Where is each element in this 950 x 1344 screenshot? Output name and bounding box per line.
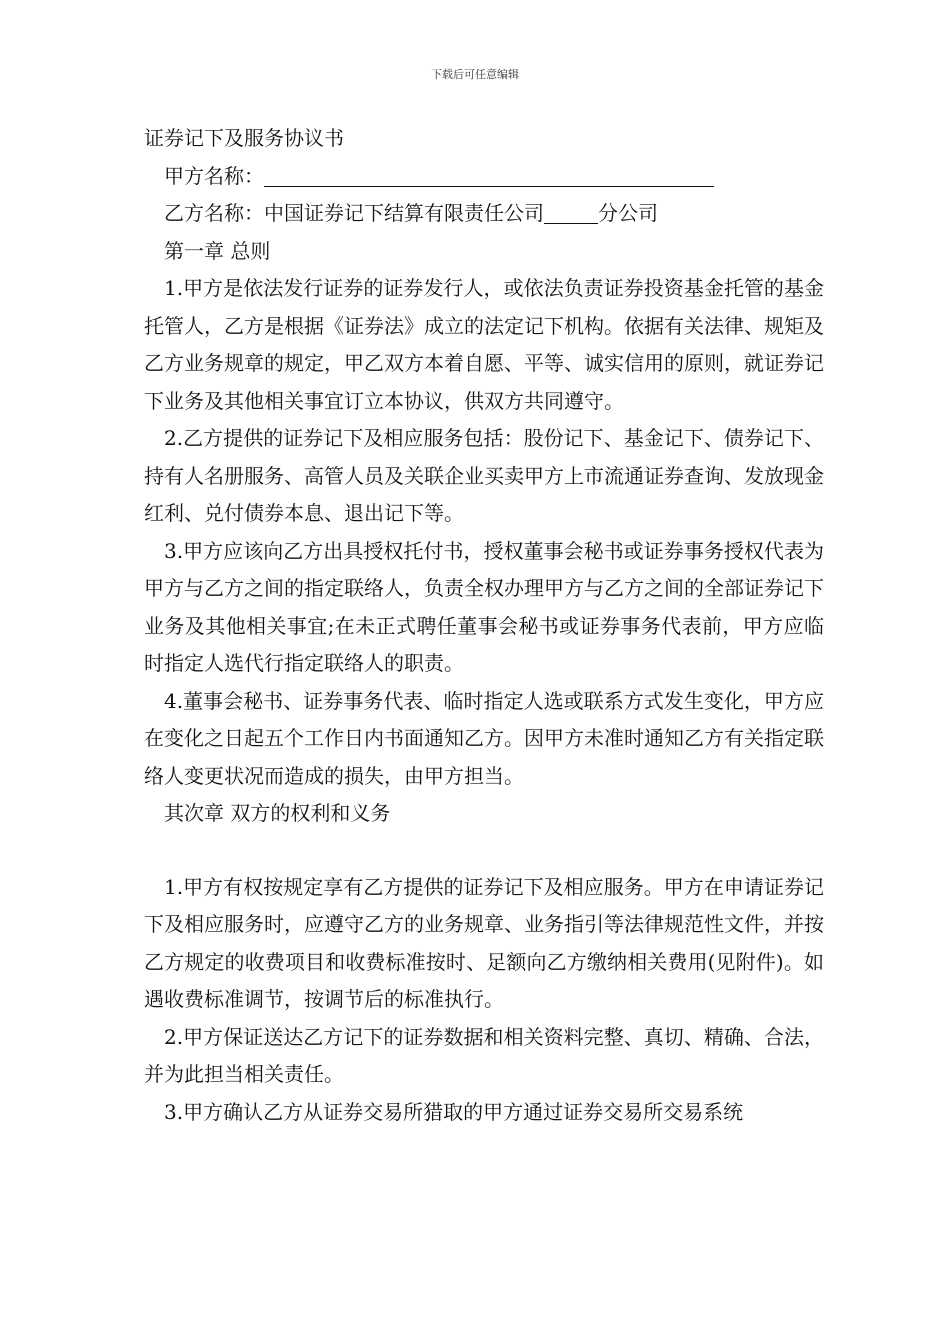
chapter-1-clause-1: 1.甲方是依法发行证券的证券发行人，或依法负责证券投资基金托管的基金托管人，乙方是根据《证券法》成立的法定记下机构。依据有关法律、规矩及乙方业务规章的规定，甲乙双方本着自愿、平等、诚实信用的原则，就证券记下业务及其他相关事宜订立本协议，供双方共同遵守。 bbox=[144, 276, 824, 413]
document-body bbox=[144, 120, 824, 1131]
chapter-2-clause-3: 3.甲方确认乙方从证券交易所猎取的甲方通过证券交易所交易系统 bbox=[164, 1099, 744, 1124]
party-a-blank bbox=[264, 164, 714, 187]
page-header: 下载后可任意编辑 bbox=[431, 68, 519, 81]
party-a-line bbox=[144, 158, 824, 196]
chapter-2-clause-1: 1.甲方有权按规定享有乙方提供的证券记下及相应服务。甲方在申请证券记下及相应服务时，应遵守乙方的业务规章、业务指引等法律规范性文件，并按乙方规定的收费项目和收费标准按时、足额向乙方缴纳相关费用(见附件)。如遇收费标准调节，按调节后的标准执行。 bbox=[144, 874, 824, 1011]
chapter-1-clause-3: 3.甲方应该向乙方出具授权托付书，授权董事会秘书或证券事务授权代表为甲方与乙方之间的指定联络人，负责全权办理甲方与乙方之间的全部证券记下业务及其他相关事宜;在未正式聘任董事会秘书或证券事务代表前，甲方应临时指定人选代行指定联络人的职责。 bbox=[144, 538, 824, 675]
blank-line bbox=[144, 833, 824, 869]
party-b-label: 乙方名称： bbox=[164, 201, 264, 225]
chapter-1-heading: 第一章 总则 bbox=[164, 238, 271, 263]
chapter-1-clause-4: 4.董事会秘书、证券事务代表、临时指定人选或联系方式发生变化，甲方应在变化之日起五个工作日内书面通知乙方。因甲方未准时通知乙方有关指定联络人变更状况而造成的损失，由甲方担当。 bbox=[144, 688, 824, 788]
party-b-line bbox=[144, 195, 824, 233]
chapter-1-clause-2: 2.乙方提供的证券记下及相应服务包括：股份记下、基金记下、债券记下、持有人名册服务、高管人员及关联企业买卖甲方上市流通证券查询、发放现金红利、兑付债券本息、退出记下等。 bbox=[144, 426, 824, 525]
party-b-suffix: 分公司 bbox=[598, 201, 658, 225]
party-a-label: 甲方名称： bbox=[164, 163, 264, 188]
party-b-value: 中国证券记下结算有限责任公司 bbox=[264, 201, 544, 225]
document-title: 证券记下及服务协议书 bbox=[144, 126, 344, 150]
chapter-2-heading: 其次章 双方的权利和义务 bbox=[164, 801, 391, 825]
chapter-2-clause-2: 2.甲方保证送达乙方记下的证券数据和相关资料完整、真切、精确、合法，并为此担当相关责任。 bbox=[144, 1024, 824, 1086]
party-b-blank bbox=[544, 201, 598, 224]
